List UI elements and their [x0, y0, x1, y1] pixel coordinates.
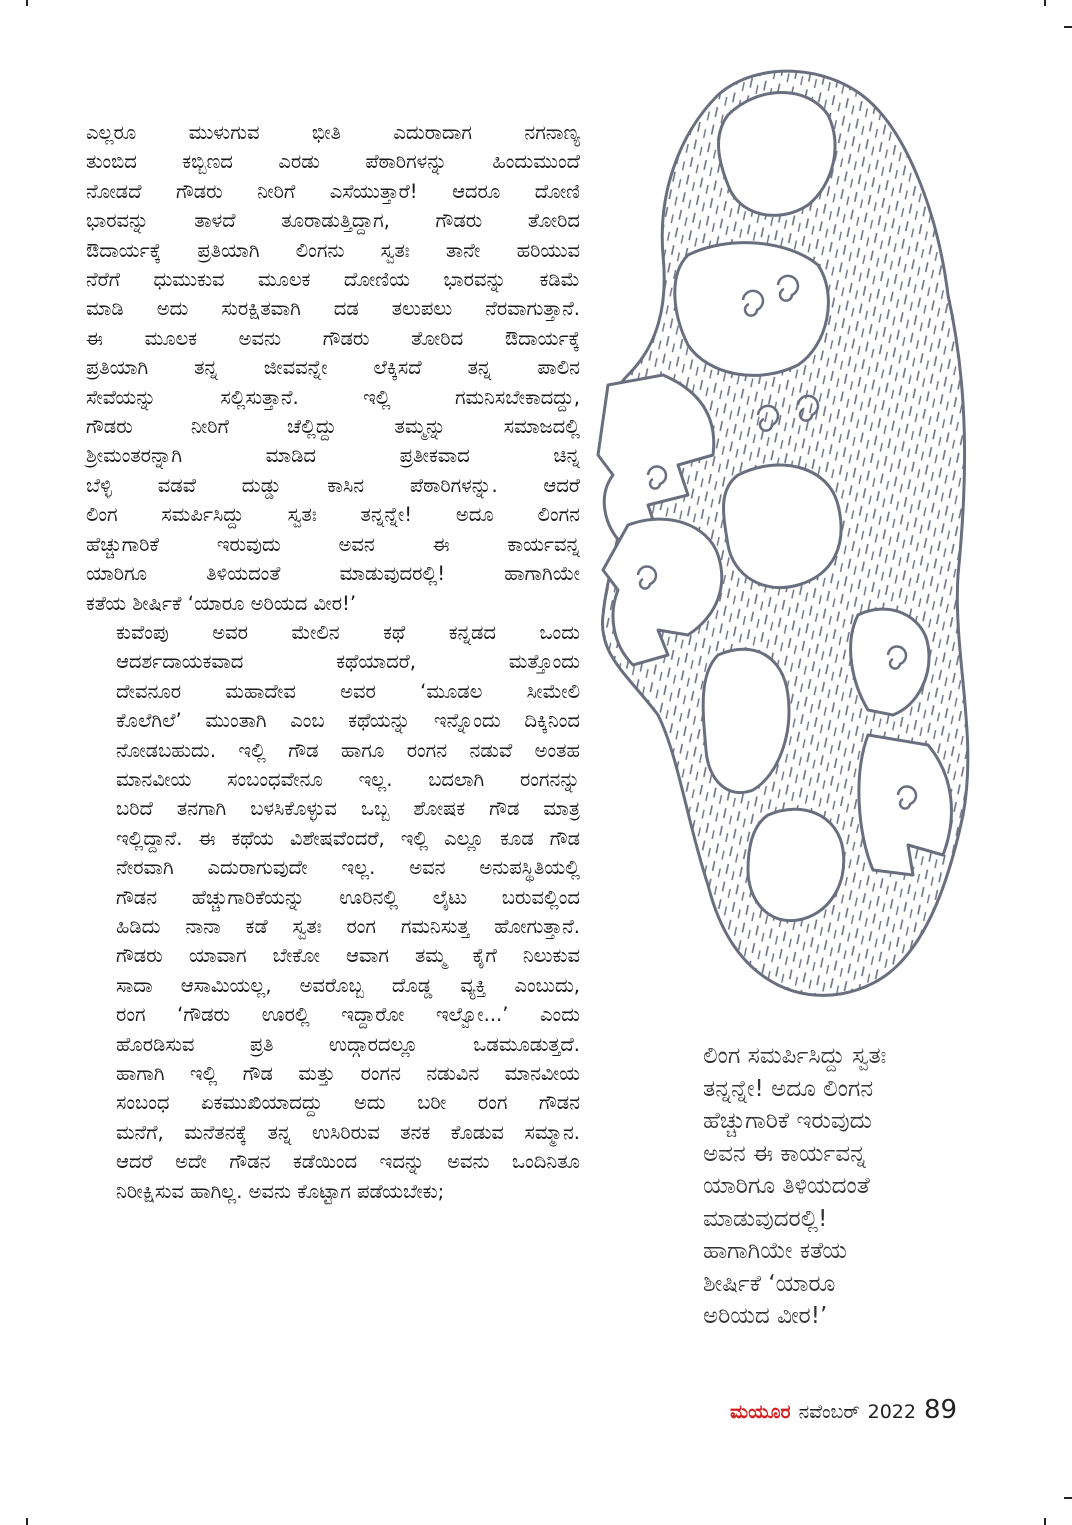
text-line: ಆದರ್ಶದಾಯಕವಾದ ಕಥೆಯಾದರೆ, ಮತ್ತೊಂದು — [116, 650, 580, 674]
text-line: ಯಾರಿಗೂ ತಿಳಿಯದಂತೆ ಮಾಡುವುದರಲ್ಲಿ! ಹಾಗಾಗಿಯೇ — [86, 562, 580, 586]
text-line: ಬರಿದೆ ತನಗಾಗಿ ಬಳಸಿಕೊಳ್ಳುವ ಒಬ್ಬ ಶೋಷಕ ಗೌಡ ಮಾತ್ರ — [116, 797, 580, 821]
pull-quote — [703, 1040, 963, 1333]
text-line: ಆದರೆ ಅದೇ ಗೌಡನ ಕಡೆಯಿಂದ ಇದನ್ನು ಅವನು ಒಂದಿನಿತೂ — [116, 1150, 580, 1174]
text-line: ಯಾರಿಗೂ ತಿಳಿಯದಂತೆ — [703, 1173, 870, 1199]
paragraph-2 — [86, 618, 580, 1206]
paragraph-1 — [86, 118, 580, 618]
text-line: ದೇವನೂರ ಮಹಾದೇವ ಅವರ ‘ಮೂಡಲ ಸೀಮೇಲಿ — [116, 679, 580, 703]
text-line: ಮಾಡುವುದರಲ್ಲಿ! — [703, 1205, 828, 1232]
text-line: ಗೌಡನ ಹೆಚ್ಚುಗಾರಿಕೆಯನ್ನು ಊರಿನಲ್ಲಿ ಲೈಟು ಬರುವಲ್ಲಿಂದ — [116, 885, 580, 909]
text-line: ಕುವೆಂಪು ಅವರ ಮೇಲಿನ ಕಥೆ ಕನ್ನಡದ ಒಂದು — [116, 620, 580, 644]
text-line: ನಿರೀಕ್ಷಿಸುವ ಹಾಗಿಲ್ಲ. ಅವನು ಕೊಟ್ಟಾಗ ಪಡೆಯಬೇಕು; — [116, 1179, 445, 1203]
text-line: ಭಾರವನ್ನು ತಾಳದೆ ತೂರಾಡುತ್ತಿದ್ದಾಗ, ಗೌಡರು ತೋರಿದ — [86, 209, 580, 233]
text-line: ರಂಗ ‘ಗೌಡರು ಊರಲ್ಲಿ ಇದ್ದಾರೋ ಇಲ್ವೋ...’ ಎಂದು — [116, 1003, 580, 1027]
text-line: ಬೆಳ್ಳಿ ವಡವೆ ದುಡ್ಡು ಕಾಸಿನ ಪೆಠಾರಿಗಳನ್ನು. ಆದರೆ — [86, 473, 580, 497]
magazine-name: ಮಯೂರ — [730, 1401, 791, 1423]
text-line: ಹೊರಡಿಸುವ ಪ್ರತಿ ಉದ್ಗಾರದಲ್ಲೂ ಒಡಮೂಡುತ್ತದೆ. — [116, 1032, 580, 1056]
text-line: ಶ್ರೀಮಂತರನ್ನಾಗಿ ಮಾಡಿದ ಪ್ರತೀಕವಾದ ಚಿನ್ನ — [86, 444, 580, 468]
text-line: ಈ ಮೂಲಕ ಅವನು ಗೌಡರು ತೋರಿದ ಔದಾರ್ಯಕ್ಕೆ — [86, 326, 580, 350]
text-line: ಎಲ್ಲರೂ ಮುಳುಗುವ ಭೀತಿ ಎದುರಾದಾಗ ನಗನಾಣ್ಯ — [86, 121, 580, 144]
text-line: ತನ್ನನ್ನೇ! ಅದೂ ಲಿಂಗನ — [703, 1075, 874, 1102]
text-line: ಸಾದಾ ಆಸಾಮಿಯಲ್ಲ, ಅವರೊಬ್ಬ ದೊಡ್ಡ ವ್ಯಕ್ತಿ ಎಂಬುದು, — [116, 973, 580, 997]
text-line: ಶೀರ್ಷಿಕೆ ‘ಯಾರೂ — [703, 1270, 836, 1297]
text-line: ಸೇವೆಯನ್ನು ಸಲ್ಲಿಸುತ್ತಾನೆ. ಇಲ್ಲಿ ಗಮನಿಸಬೇಕಾದದ್ದು, — [86, 385, 580, 409]
crop-mark-top-left — [26, 0, 28, 6]
text-line: ಹಿಡಿದು ನಾನಾ ಕಡೆ ಸ್ವತಃ ರಂಗ ಗಮನಿಸುತ್ತ ಹೋಗುತ್ತಾನೆ. — [116, 914, 580, 938]
issue-year: 2022 — [867, 1401, 916, 1423]
text-line: ಅವನ ಈ ಕಾರ್ಯವನ್ನ — [703, 1140, 866, 1167]
text-line: ಮನೆಗೆ, ಮನೆತನಕ್ಕೆ ತನ್ನ ಉಸಿರಿರುವ ತನಕ ಕೊಡುವ ಸಮ್ಮಾನ. — [116, 1120, 580, 1144]
text-line: ನೆರೆಗೆ ಧುಮುಕುವ ಮೂಲಕ ದೋಣಿಯ ಭಾರವನ್ನು ಕಡಿಮೆ — [86, 268, 580, 292]
crop-mark-bottom-left — [26, 1518, 28, 1525]
text-line: ತುಂಬಿದ ಕಬ್ಬಿಣದ ಎರಡು ಪೆಠಾರಿಗಳನ್ನು ಹಿಂದುಮುಂದೆ — [86, 150, 580, 174]
text-line: ಹಾಗಾಗಿಯೇ ಕತೆಯ — [703, 1238, 848, 1264]
text-line: ಲಿಂಗ ಸಮರ್ಪಿಸಿದ್ದು ಸ್ವತಃ ತನ್ನನ್ನೇ! ಅದೂ ಲಿಂಗನ — [86, 503, 580, 527]
text-line: ಔದಾರ್ಯಕ್ಕೆ ಪ್ರತಿಯಾಗಿ ಲಿಂಗನು ಸ್ವತಃ ತಾನೇ ಹರಿಯುವ — [86, 238, 580, 262]
crop-mark-bottom-right — [1044, 1518, 1046, 1525]
crop-mark-top-right — [1044, 0, 1046, 6]
text-line: ಕತೆಯ ಶೀರ್ಷಿಕೆ ‘ಯಾರೂ ಅರಿಯದ ವೀರ!’ — [86, 591, 357, 615]
text-line: ಹೆಚ್ಚುಗಾರಿಕೆ ಇರುವುದು — [703, 1108, 872, 1134]
crop-mark-right-lower — [1064, 1497, 1072, 1499]
sculpture-illustration — [568, 55, 1006, 1015]
page-number: 89 — [923, 1395, 958, 1425]
text-line: ಹೆಚ್ಚುಗಾರಿಕೆ ಇರುವುದು ಅವನ ಈ ಕಾರ್ಯವನ್ನ — [86, 532, 580, 556]
text-line: ಗೌಡರು ಯಾವಾಗ ಬೇಕೋ ಆವಾಗ ತಮ್ಮ ಕೈಗೆ ನಿಲುಕುವ — [116, 944, 580, 968]
article-body — [86, 118, 580, 1206]
text-line: ಪ್ರತಿಯಾಗಿ ತನ್ನ ಜೀವವನ್ನೇ ಲೆಕ್ಕಿಸದೆ ತನ್ನ ಪಾಲಿನ — [86, 356, 580, 380]
issue-month: ನವೆಂಬರ್ — [798, 1401, 860, 1423]
page-footer — [730, 1395, 957, 1425]
text-line: ಮಾಡಿ ಅದು ಸುರಕ್ಷಿತವಾಗಿ ದಡ ತಲುಪಲು ನೆರವಾಗುತ್ತಾನೆ. — [86, 297, 580, 321]
text-line: ನೋಡಬಹುದು. ಇಲ್ಲಿ ಗೌಡ ಹಾಗೂ ರಂಗನ ನಡುವೆ ಅಂತಹ — [116, 738, 580, 762]
text-line: ನೇರವಾಗಿ ಎದುರಾಗುವುದೇ ಇಲ್ಲ. ಅವನ ಅನುಪಸ್ಥಿತಿಯಲ್ಲಿ — [116, 856, 580, 880]
crop-mark-right-upper — [1064, 26, 1072, 28]
text-line: ಕೊಲೆಗಿಲೆ’ ಮುಂತಾಗಿ ಎಂಬ ಕಥೆಯನ್ನು ಇನ್ನೊಂದು ದಿಕ್ಕಿನಿಂದ — [116, 709, 580, 733]
text-line: ಮಾನವೀಯ ಸಂಬಂಧವೇನೂ ಇಲ್ಲ. ಬದಲಾಗಿ ರಂಗನನ್ನು — [116, 767, 580, 791]
text-line: ಸಂಬಂಧ ಏಕಮುಖಿಯಾದದ್ದು ಅದು ಬರೀ ರಂಗ ಗೌಡನ — [116, 1091, 580, 1115]
text-line: ಇಲ್ಲಿದ್ದಾನೆ. ಈ ಕಥೆಯ ವಿಶೇಷವೆಂದರೆ, ಇಲ್ಲಿ ಎಲ್ಲೂ ಕೂಡ ಗೌಡ — [116, 826, 580, 850]
text-line: ಅರಿಯದ ವೀರ!’ — [703, 1303, 828, 1329]
text-line: ಲಿಂಗ ಸಮರ್ಪಿಸಿದ್ದು ಸ್ವತಃ — [703, 1043, 887, 1069]
text-line: ನೋಡದೆ ಗೌಡರು ನೀರಿಗೆ ಎಸೆಯುತ್ತಾರೆ! ಆದರೂ ದೋಣಿ — [86, 179, 580, 203]
text-line: ಹಾಗಾಗಿ ಇಲ್ಲಿ ಗೌಡ ಮತ್ತು ರಂಗನ ನಡುವಿನ ಮಾನವೀಯ — [116, 1062, 580, 1085]
text-line: ಗೌಡರು ನೀರಿಗೆ ಚೆಲ್ಲಿದ್ದು ತಮ್ಮನ್ನು ಸಮಾಜದಲ್ಲಿ — [86, 415, 580, 439]
